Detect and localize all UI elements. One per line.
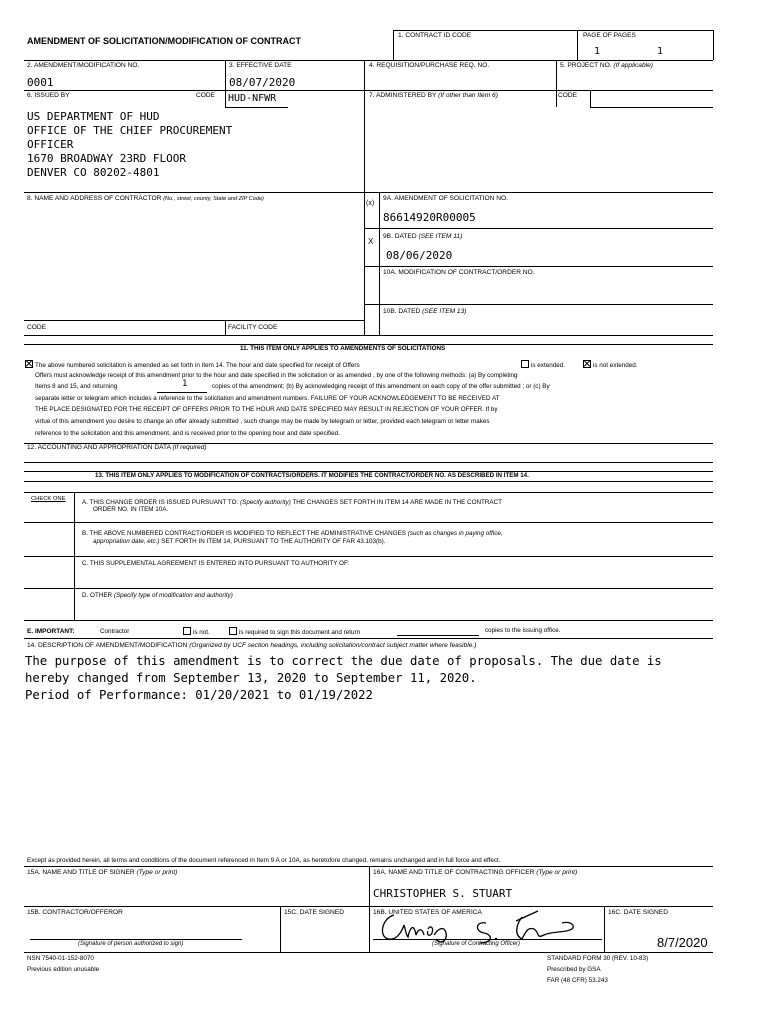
is-required-option: is required to sign this document and return (229, 627, 360, 638)
previous-edition-text: Previous edition unusable (27, 966, 100, 973)
prescribed-text: Prescribed by GSA (547, 966, 601, 973)
usa-label: 16B. UNITED STATES OF AMERICA (373, 909, 482, 916)
item13-option-b: B. THE ABOVE NUMBERED CONTRACT/ORDER IS MODIFIED TO REFLECT THE ADMINISTRATIVE CHANGES (such as changes in paying office, (82, 530, 503, 537)
page-label: PAGE OF PAGES (583, 32, 636, 39)
modification-no-label: 10A. MODIFICATION OF CONTRACT/ORDER NO. (383, 269, 535, 276)
checkbox-icon[interactable] (521, 360, 529, 368)
contract-id-label: 1. CONTRACT ID CODE (398, 32, 472, 39)
item11-line4: separate letter or telegram which includes a reference to the solicitation and amendment numbers. FAILURE OF YOUR ACKNOWLEDGEMENT TO BE RECEIVED AT (35, 395, 500, 402)
dated-9b-marker: X (368, 237, 374, 246)
copies-issuing-text: copies to the issuing office. (485, 627, 561, 634)
except-text: Except as provided herein, all terms and conditions of the document referenced in Item 9 A or 10A, as heretofore changed, remains unchanged and in full force and effect. (27, 857, 501, 864)
checked-box-icon[interactable] (25, 360, 33, 368)
officer-signature-image (376, 905, 596, 947)
code-label: CODE (27, 324, 47, 331)
item11-line7: reference to the solicitation and this amendment, and is received prior to the opening hour and date specified. (35, 430, 340, 437)
officer-name-label: 16A. NAME AND TITLE OF CONTRACTING OFFICER (Type or print) (373, 869, 578, 876)
amendment-no-value: 0001 (27, 76, 54, 89)
extended-option: is extended. (521, 360, 565, 371)
form-title: AMENDMENT OF SOLICITATION/MODIFICATION OF CONTRACT (27, 36, 301, 46)
item13-option-b-line2: appropriation date, etc.) SET FORTH IN ITEM 14, PURSUANT TO THE AUTHORITY OF FAR 43.103(b). (93, 538, 386, 545)
effective-date-value: 08/07/2020 (229, 76, 296, 89)
issued-by-label: 6. ISSUED BY (27, 92, 70, 99)
facility-code-label: FACILITY CODE (228, 324, 278, 331)
dated-9b-label: 9B. DATED (SEE ITEM 11) (383, 233, 463, 240)
officer-name-value: CHRISTOPHER S. STUART (373, 887, 513, 900)
administered-by-label: 7. ADMINISTERED BY (If other than Item 6) (369, 92, 498, 99)
effective-date-label: 3. EFFECTIVE DATE (229, 62, 292, 69)
item11-line5: THE PLACE DESIGNATED FOR THE RECEIPT OF OFFERS PRIOR TO THE HOUR AND DATE SPECIFIED MAY RESULT IN REJECTION OF YOUR OFFER. If by (35, 406, 498, 413)
signer-name-label: 15A. NAME AND TITLE OF SIGNER (Type or print) (27, 869, 178, 876)
dated-10b-label: 10B. DATED (SEE ITEM 13) (383, 308, 467, 315)
solicitation-no-label: 9A. AMENDMENT OF SOLICITATION NO. (383, 195, 508, 202)
nsn-text: NSN 7540-01-152-8070 (27, 955, 94, 962)
solicitation-marker: (x) (366, 200, 375, 207)
date-signed-16c-label: 16C. DATE SIGNED (608, 909, 668, 916)
issued-by-code-value: HUD-NFWR (228, 93, 277, 104)
item13-option-a-line2: ORDER NO. IN ITEM 10A. (93, 506, 169, 513)
not-extended-option: is not extended. (583, 360, 637, 371)
check-one-label: CHECK ONE (31, 496, 66, 502)
contractor-address-label: 8. NAME AND ADDRESS OF CONTRACTOR (No., street, county, State and ZIP Code) (27, 195, 264, 202)
item11-header: 11. THIS ITEM ONLY APPLIES TO AMENDMENTS OF SOLICITATIONS (240, 345, 446, 352)
requisition-label: 4. REQUISITION/PURCHASE REQ. NO. (369, 62, 490, 69)
amendment-no-label: 2. AMENDMENT/MODIFICATION NO. (27, 62, 140, 69)
item13-option-d: D. OTHER (Specify type of modification and authority) (82, 592, 233, 599)
page-current: 1 (594, 46, 601, 57)
date-signed-16c-value: 8/7/2020 (657, 935, 708, 950)
item11-line1: The above numbered solicitation is amended as set forth in Item 14. The hour and date specified for receipt of Offers (25, 360, 360, 371)
accounting-label: 12. ACCOUNTING AND APPROPRIATION DATA (If required) (27, 444, 207, 451)
far-text: FAR (48 CFR) 53.243 (547, 977, 608, 984)
contractor-sig-note: (Signature of person authorized to sign) (78, 941, 184, 947)
copies-value: 1 (182, 379, 188, 389)
contractor-offeror-label: 15B. CONTRACTOR/OFFEROR (27, 909, 123, 916)
description-label: 14. DESCRIPTION OF AMENDMENT/MODIFICATION (Organized by UCF section headings, including solicitation/contract subject matter where feasible.) (27, 642, 477, 649)
important-label: E. IMPORTANT: (27, 628, 75, 635)
item13-option-c: C. THIS SUPPLEMENTAL AGREEMENT IS ENTERED INTO PURSUANT TO AUTHORITY OF: (82, 560, 350, 567)
checkbox-icon[interactable] (183, 627, 191, 635)
date-signed-15c-label: 15C. DATE SIGNED (284, 909, 344, 916)
contractor-label: Contractor (100, 628, 130, 635)
solicitation-no-value: 86614920R00005 (383, 211, 476, 224)
issued-by-code-label: CODE (196, 92, 216, 99)
dated-9b-value: 08/06/2020 (386, 249, 453, 262)
is-not-option: is not. (183, 627, 210, 638)
checkbox-icon[interactable] (229, 627, 237, 635)
item13-option-a: A. THIS CHANGE ORDER IS ISSUED PURSUANT TO: (Specify authority) THE CHANGES SET FORTH IN ITEM 14 ARE MADE IN THE CONTRACT (82, 499, 503, 506)
item11-line3a: Items 8 and 15, and returning (35, 383, 118, 390)
project-no-label: 5. PROJECT NO. (If applicable) (560, 62, 653, 69)
page-total: 1 (657, 46, 664, 57)
checked-box-icon[interactable] (583, 360, 591, 368)
standard-form-text: STANDARD FORM 30 (REV. 10-83) (547, 955, 649, 962)
item13-header: 13. THIS ITEM ONLY APPLIES TO MODIFICATION OF CONTRACTS/ORDERS. IT MODIFIES THE CONTRACT/ORDER NO. AS DESCRIBED IN ITEM 14. (95, 472, 529, 479)
item11-line6: virtue of this amendment you desire to change an offer already submitted , such change may be made by telegram or letter, provided each telegram or letter makes (35, 418, 490, 425)
item11-line2: Offers must acknowledge receipt of this amendment prior to the hour and date specified in the solicitation or as amended , by one of the following methods: (a) By completing (35, 372, 518, 379)
item11-line3b: copies of the amendment; (b) By acknowledging receipt of this amendment on each copy of the offer submitted ; or (c) By (212, 383, 550, 390)
officer-sig-note: (Signature of Contracting Officer) (432, 941, 521, 947)
administered-code-label: CODE (558, 92, 578, 99)
